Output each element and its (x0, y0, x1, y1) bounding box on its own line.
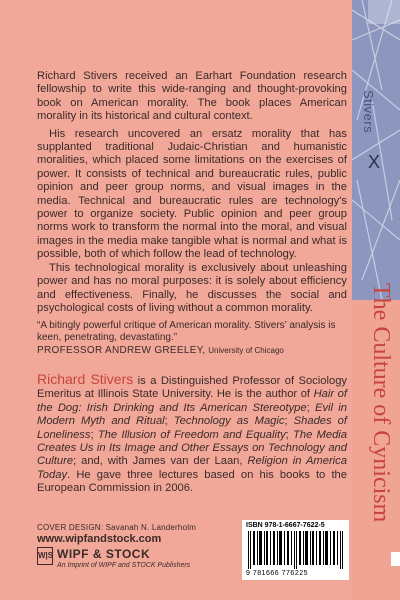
endorser-name: PROFESSOR ANDREW GREELEY, (37, 345, 206, 356)
spine-x-mark: X (368, 152, 381, 172)
bio-book-title: Religion in America Today (37, 455, 347, 481)
description-paragraph-1: Richard Stivers received an Earhart Foundation research fellowship to write this wide-ranging and thought-provoking book on American morality. The book places American morality in its historical and cultural context. (37, 70, 347, 123)
bio-book-title: The Illusion of Freedom and Equality (97, 428, 286, 441)
endorsement-attribution (37, 345, 347, 357)
endorser-institution: University of Chicago (208, 346, 284, 355)
bio-book-title: Hair of the Dog: Irish Drinking and Its American Stereotype (37, 388, 347, 414)
endorsement-text: “A bitingly powerful critique of American morality. Stivers’ analysis is keen, penetrating, devastating.” (37, 320, 336, 343)
description-paragraph-2: His research uncovered an ersatz morality that has supplanted traditional Judaic-Christian and humanistic moralities, which placed some limitations on the exercises of power. It consists of technical and bureaucratic rules, public opinion and peer group norms, and visual images in the media. Technical and bureaucratic rules are technology's power to organize society. Public opinion and peer group norms work to transform the normal into the moral, and visual images in the media make tangible what is normal and what is possible, both of which follow the lead of technology. (37, 127, 347, 261)
bio-book-title: Technology as Magic (173, 415, 285, 428)
isbn-number: ISBN 978-1-6667-7622-5 (246, 522, 325, 529)
bio-separator: ; (164, 415, 174, 428)
description-paragraph-3: This technological morality is exclusively about unleashing power and has no moral purposes: it is solely about efficiency and effectiveness. Finally, he discusses the social and psychological costs of living without a common morality. (37, 261, 347, 314)
bio-separator: ; (306, 401, 315, 414)
spine-author: Stivers (361, 90, 376, 134)
spine-title: The Culture of Cynicism (368, 283, 394, 523)
barcode-digits: 9 781666 776225 (246, 570, 308, 577)
author-bio (37, 373, 347, 496)
bio-book-title: Evil in Modern Myth and Ritual (37, 401, 347, 428)
spine-artwork (352, 0, 400, 300)
bio-separator: ; (90, 428, 98, 441)
bio-separator: ; (284, 415, 294, 428)
book-description (37, 70, 347, 315)
endorsement (37, 320, 347, 357)
publisher-mark-icon: W|S (37, 547, 53, 565)
bio-separator: ; (285, 428, 294, 441)
publisher-website: www.wipfandstock.com (37, 533, 162, 545)
cover-design-credit: COVER DESIGN: Savanah N. Landerholm (37, 523, 197, 532)
publisher-name: WIPF & STOCK (57, 547, 151, 561)
spine-publisher-logo (391, 552, 400, 566)
barcode-box (242, 520, 349, 580)
bio-book-title: Shades of Loneliness (37, 415, 348, 441)
publisher-subtitle: An Imprint of WIPF and STOCK Publishers (57, 562, 191, 569)
bio-author-name: Richard Stivers (37, 371, 134, 387)
bio-text: ; and, with James van der Laan, (73, 455, 248, 468)
bio-text: is a Distinguished Professor of Sociology Emeritus at Illinois State University. He is the author of (37, 375, 348, 401)
bio-text: . He gave three lectures based on his books to the European Commission in 2006. (37, 468, 347, 495)
bio-book-title: The Media Creates Us in Its Image and Other Essays on Technology and Culture (37, 428, 347, 468)
barcode-icon (248, 531, 344, 569)
